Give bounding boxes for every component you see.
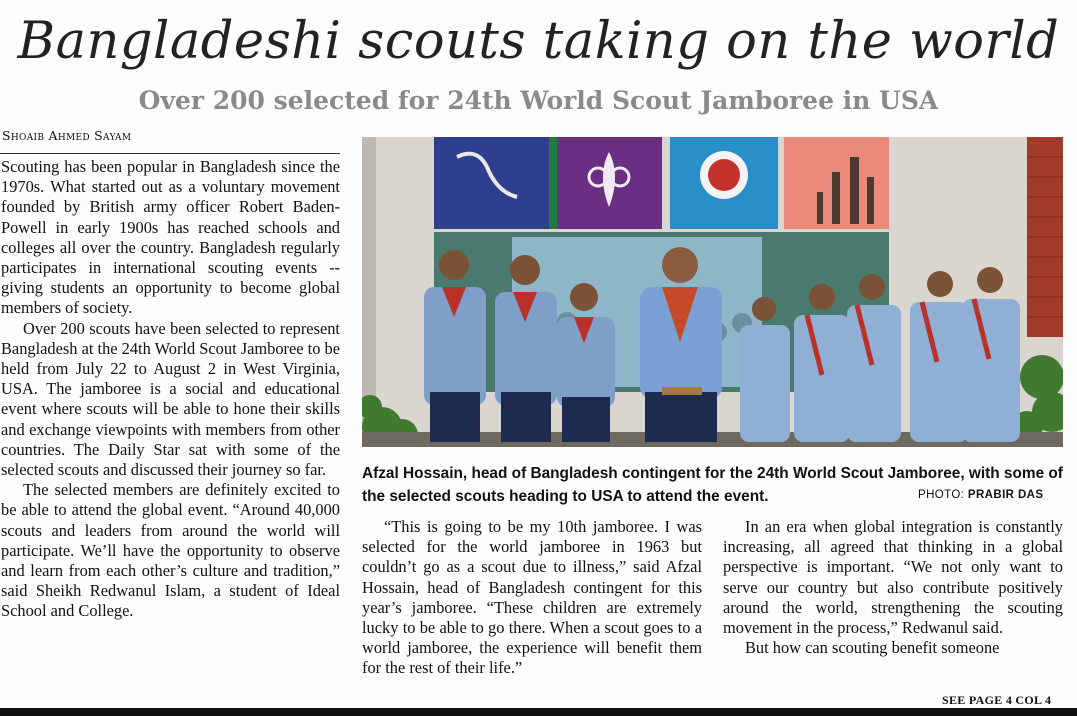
- scouts-group-photo: [362, 137, 1063, 447]
- paragraph: But how can scouting benefit someone: [745, 638, 1000, 658]
- paragraph: “This is going to be my 10th jamboree. I was selected for the world jamboree in 1963 but couldn’t go as a scout due to illness,” said Afzal Hossain, head of Bangladesh contingent for this year’s jamboree. “These children are extremely lucky to be able to go there. When a scout goes to a world jamboree, the experience will benefit them for the rest of their life.”: [362, 517, 702, 678]
- article-column-3: [723, 517, 1063, 658]
- photo-illustration: [362, 137, 1063, 447]
- paragraph: Over 200 scouts have been selected to represent Bangladesh at the 24th World Scout Jamboree to be held from July 22 to August 2 in West Virginia, USA. The jamboree is a social and educational event where scouts will be able to hone their skills and exchange viewpoints with members from other countries. The Daily Star sat with some of the selected scouts and discussed their journey so far.: [1, 318, 340, 480]
- photo-credit-name: PRABIR DAS: [967, 489, 1044, 501]
- headline: Bangladeshi scouts taking on the world: [17, 12, 1060, 71]
- jump-line: SEE PAGE 4 COL 4: [942, 693, 1052, 707]
- article-column-1: [1, 157, 340, 622]
- photo-caption: Afzal Hossain, head of Bangladesh contingent for the 24th World Scout Jamboree, with some of the selected scouts heading to USA to attend the event.: [362, 465, 1063, 505]
- paragraph: In an era when global integration is constantly increasing, all agreed that thinking in a global perspective is important. “We not only want to serve our country but also contribute positively around the world, strengthening the scouting movement in the process,” Redwanul said.: [723, 517, 1063, 638]
- paragraph: Scouting has been popular in Bangladesh since the 1970s. What started out as a voluntary movement founded by British army officer Robert Baden-Powell in early 1900s has reached schools and colleges all over the country. Bangladesh regularly participates in international scouting events -- giving students an opportunity to become global members of society.: [1, 157, 340, 318]
- article-column-2: [362, 517, 702, 679]
- byline: Shoaib Ahmed Sayam: [2, 128, 132, 143]
- subheadline: Over 200 selected for 24th World Scout Jamboree in USA: [138, 86, 939, 115]
- bottom-bar: [0, 708, 1077, 716]
- byline-rule: [0, 153, 340, 154]
- photo-credit: [918, 489, 1043, 501]
- paragraph: The selected members are definitely excited to be able to attend the global event. “Around 40,000 scouts and leaders from around the world will participate. We’ll have the opportunity to observe and learn from each other’s culture and tradition,” said Sheikh Redwanul Islam, a student of Ideal School and College.: [1, 480, 340, 621]
- photo-credit-label: PHOTO:: [918, 489, 965, 501]
